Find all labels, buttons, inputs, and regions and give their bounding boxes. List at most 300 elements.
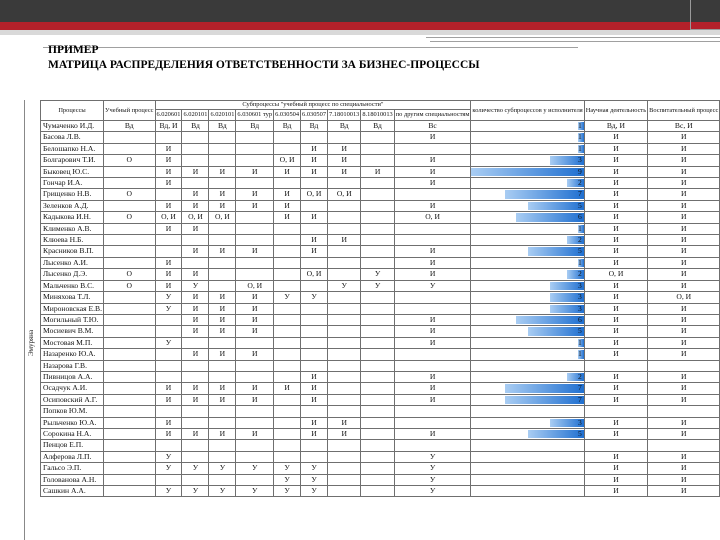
role-cell: И [301,155,328,166]
role-cell [274,417,301,428]
role-cell: И [155,383,182,394]
educational-cell: И [648,314,720,325]
role-cell [301,326,328,337]
role-cell [104,417,155,428]
subprocess-count-value: 1 [577,349,582,359]
table-row [41,463,720,474]
role-cell: И [155,280,182,291]
subprocess-count-value: 1 [577,121,582,130]
table-row [41,349,720,360]
role-cell [361,200,394,211]
subprocess-count-cell [471,223,584,234]
role-cell: И [236,200,274,211]
role-cell [274,451,301,462]
role-cell [361,371,394,382]
table-row [41,326,720,337]
role-cell [155,371,182,382]
role-cell [104,292,155,303]
role-cell: И [209,189,236,200]
role-cell: И [394,257,471,268]
subprocess-count-cell [471,326,584,337]
role-cell: И [155,166,182,177]
role-cell [236,212,274,223]
role-cell [209,155,236,166]
educational-cell: И [648,223,720,234]
educational-cell: И [648,486,720,497]
educational-cell: О, И [648,292,720,303]
role-cell [328,212,361,223]
role-cell [328,223,361,234]
subprocess-count-cell [471,463,584,474]
role-cell [361,189,394,200]
role-cell: И [394,326,471,337]
top-banner-dark [0,0,720,22]
educational-cell: И [648,337,720,348]
research-cell: И [584,246,647,257]
role-cell: И [394,394,471,405]
role-cell: У [182,280,209,291]
role-cell [274,394,301,405]
header-subprocess: по другим специальностям [394,110,471,121]
employee-name: Белошапко Н.А. [41,143,104,154]
role-cell [209,406,236,417]
research-cell: И [584,314,647,325]
role-cell [155,189,182,200]
role-cell: У [394,451,471,462]
research-cell: И [584,303,647,314]
role-cell: И [209,394,236,405]
educational-cell: И [648,235,720,246]
educational-cell: И [648,269,720,280]
subprocess-count-cell [471,303,584,314]
role-cell [155,132,182,143]
research-cell: И [584,417,647,428]
top-banner-red [0,22,720,30]
subprocess-count-value: 7 [577,394,582,404]
role-cell: У [274,486,301,497]
role-cell: И [394,178,471,189]
subprocess-count-bar [528,430,584,438]
subprocess-count-value: 2 [577,269,582,279]
role-cell: И [394,155,471,166]
role-cell [394,440,471,451]
table-row [41,246,720,257]
role-cell [274,178,301,189]
research-cell: И [584,212,647,223]
research-cell: И [584,326,647,337]
role-cell: И [182,292,209,303]
role-cell: И [301,166,328,177]
role-cell: У [301,486,328,497]
role-cell [236,132,274,143]
educational-cell: И [648,246,720,257]
educational-cell: И [648,417,720,428]
role-cell [361,463,394,474]
role-cell: О [104,269,155,280]
subprocess-count-cell [471,371,584,382]
research-cell: И [584,280,647,291]
employee-name: Лысенко А.И. [41,257,104,268]
role-cell [236,371,274,382]
role-cell [104,200,155,211]
employee-name: Мироновская Е.В. [41,303,104,314]
role-cell: И [236,428,274,439]
subprocess-count-cell [471,486,584,497]
subprocess-count-bar [505,384,584,392]
table-row [41,428,720,439]
role-cell [328,178,361,189]
role-cell [155,406,182,417]
role-cell [182,132,209,143]
role-cell [361,474,394,485]
side-label: Эмуряна [27,329,35,357]
role-cell [301,280,328,291]
role-cell: И [301,212,328,223]
role-cell [182,371,209,382]
role-cell: И [155,257,182,268]
role-cell: И [301,235,328,246]
role-cell [361,212,394,223]
subprocess-count-cell [471,143,584,154]
table-row [41,132,720,143]
role-cell [361,292,394,303]
role-cell [236,451,274,462]
role-cell [301,303,328,314]
table-row [41,280,720,291]
role-cell [104,166,155,177]
subprocess-count-cell [471,428,584,439]
role-cell [274,349,301,360]
role-cell [328,303,361,314]
role-cell: О, И [155,212,182,223]
slide-title-line2: МАТРИЦА РАСПРЕДЕЛЕНИЯ ОТВЕТСТВЕННОСТИ ЗА БИЗНЕС-ПРОЦЕССЫ [48,59,480,71]
role-cell: И [274,189,301,200]
employee-name: Быковец Ю.С. [41,166,104,177]
subprocess-count-bar [528,202,584,210]
role-cell: И [328,428,361,439]
role-cell: И [155,143,182,154]
educational-cell: И [648,189,720,200]
role-cell: У [274,463,301,474]
educational-cell: И [648,178,720,189]
research-cell: И [584,383,647,394]
role-cell: У [209,463,236,474]
role-cell [394,360,471,371]
role-cell: О [104,155,155,166]
subprocess-count-cell [471,349,584,360]
role-cell [104,314,155,325]
role-cell [301,360,328,371]
role-cell: И [236,383,274,394]
table-row [41,178,720,189]
role-cell: О, И [274,155,301,166]
subprocess-count-value: 3 [577,155,582,165]
role-cell [182,406,209,417]
research-cell: И [584,223,647,234]
role-cell: И [182,269,209,280]
role-cell [328,269,361,280]
role-cell [361,314,394,325]
employee-name: Кадыкова И.Н. [41,212,104,223]
role-cell [104,178,155,189]
header-research: Научная деятельность [584,101,647,121]
employee-name: Болгарович Т.И. [41,155,104,166]
role-cell: У [328,280,361,291]
subprocess-count-value: 1 [577,132,582,142]
role-cell: И [301,371,328,382]
role-cell [274,337,301,348]
role-cell: И [394,246,471,257]
role-cell [301,223,328,234]
role-cell [209,178,236,189]
employee-name: Красников В.П. [41,246,104,257]
role-cell [209,451,236,462]
role-cell [236,155,274,166]
header-subprocess: 6.020101 [209,110,236,121]
employee-name: Мосиевич В.М. [41,326,104,337]
table-row [41,212,720,223]
subprocess-count-value: 7 [577,189,582,199]
role-cell: У [155,337,182,348]
subprocess-count-cell [471,155,584,166]
role-cell [361,143,394,154]
role-cell [209,440,236,451]
employee-name: Гончар И.А. [41,178,104,189]
employee-name: Пивницов А.А. [41,371,104,382]
role-cell: И [209,166,236,177]
role-cell: У [155,463,182,474]
role-cell [301,314,328,325]
role-cell [328,406,361,417]
role-cell [328,292,361,303]
matrix-body [41,121,720,497]
decor-line [426,37,720,38]
role-cell: У [394,463,471,474]
role-cell [104,235,155,246]
role-cell: И [182,166,209,177]
subprocess-count-value: 2 [577,371,582,381]
header-processes: Процессы [41,101,104,121]
role-cell [182,451,209,462]
role-cell [301,257,328,268]
role-cell [361,223,394,234]
role-cell: И [394,269,471,280]
table-row [41,223,720,234]
header-subprocess: 6.030601 тур [236,110,274,121]
role-cell [274,280,301,291]
subprocess-count-value: 2 [577,178,582,188]
role-cell [182,143,209,154]
research-cell: И [584,349,647,360]
role-cell [301,178,328,189]
role-cell: У [155,303,182,314]
subprocess-count-value: 1 [577,257,582,267]
table-row [41,292,720,303]
role-cell: И [236,349,274,360]
role-cell: И [182,394,209,405]
role-cell: У [301,463,328,474]
employee-name: Лысенко Д.Э. [41,269,104,280]
role-cell [209,235,236,246]
role-cell: И [394,314,471,325]
role-cell [236,360,274,371]
role-cell [274,326,301,337]
subprocess-count-cell [471,337,584,348]
role-cell [361,337,394,348]
subprocess-count-cell [471,166,584,177]
educational-cell: И [648,428,720,439]
role-cell: И [209,383,236,394]
role-cell: О, И [394,212,471,223]
subprocess-count-cell [471,474,584,485]
role-cell [394,189,471,200]
role-cell [104,337,155,348]
role-cell: И [182,314,209,325]
header-subprocess: 6.030507 [301,110,328,121]
role-cell: И [301,428,328,439]
role-cell: Вд [104,121,155,132]
role-cell: У [209,486,236,497]
research-cell: И [584,143,647,154]
role-cell [274,223,301,234]
table-row [41,383,720,394]
role-cell [328,349,361,360]
subprocess-count-value: 3 [577,303,582,313]
role-cell [236,235,274,246]
role-cell [361,235,394,246]
role-cell: О, И [182,212,209,223]
subprocess-count-value: 1 [577,143,582,153]
role-cell: И [155,269,182,280]
role-cell: Вд [328,121,361,132]
header-executors-count: количество субпроцессов у исполнителя [471,101,584,121]
educational-cell: И [648,257,720,268]
role-cell: О, И [301,189,328,200]
subprocess-count-cell [471,246,584,257]
role-cell: У [394,474,471,485]
role-cell [104,428,155,439]
role-cell: И [182,200,209,211]
role-cell: И [328,166,361,177]
role-cell: И [328,143,361,154]
educational-cell: И [648,303,720,314]
role-cell: Вд [182,121,209,132]
role-cell [361,246,394,257]
role-cell [209,132,236,143]
educational-cell: И [648,280,720,291]
role-cell [104,383,155,394]
role-cell [328,451,361,462]
subprocess-count-cell [471,269,584,280]
role-cell [328,246,361,257]
role-cell: И [155,200,182,211]
educational-cell: И [648,349,720,360]
role-cell: У [182,486,209,497]
responsibility-matrix [40,100,720,497]
role-cell: И [209,428,236,439]
role-cell [274,406,301,417]
subprocess-count-bar [528,247,584,255]
role-cell [301,349,328,360]
role-cell: У [182,463,209,474]
research-cell: И [584,371,647,382]
subprocess-count-cell [471,394,584,405]
table-row [41,200,720,211]
slide-title-line1: ПРИМЕР [48,44,99,56]
role-cell: И [182,246,209,257]
role-cell [104,360,155,371]
table-row [41,121,720,132]
decor-line [585,41,720,42]
role-cell: У [361,280,394,291]
role-cell: У [155,486,182,497]
role-cell [301,132,328,143]
subprocess-count-bar [528,327,584,335]
role-cell [361,406,394,417]
subprocess-count-bar [471,168,583,176]
role-cell: У [236,463,274,474]
header-subprocess-group: Субпроцессы "учебный процесс по специальности" [155,101,471,110]
role-cell: И [236,314,274,325]
role-cell [361,360,394,371]
role-cell: И [155,223,182,234]
role-cell: Вд [361,121,394,132]
role-cell [328,486,361,497]
role-cell: Вд, И [155,121,182,132]
role-cell: И [155,428,182,439]
role-cell: У [274,292,301,303]
role-cell: И [328,155,361,166]
research-cell [584,406,647,417]
role-cell: И [394,132,471,143]
educational-cell [648,360,720,371]
role-cell [209,257,236,268]
role-cell: О, И [328,189,361,200]
role-cell: И [236,326,274,337]
role-cell [104,349,155,360]
role-cell [236,257,274,268]
employee-name: Алферова Л.П. [41,451,104,462]
role-cell [104,132,155,143]
role-cell [209,280,236,291]
table-row [41,143,720,154]
role-cell [328,326,361,337]
role-cell: О [104,280,155,291]
employee-name: Осадчук А.И. [41,383,104,394]
role-cell [236,406,274,417]
table-row [41,235,720,246]
role-cell: И [274,383,301,394]
role-cell [361,394,394,405]
role-cell: Вс [394,121,471,132]
role-cell: И [394,337,471,348]
employee-name: Басова Л.В. [41,132,104,143]
role-cell: У [236,486,274,497]
role-cell [182,235,209,246]
subprocess-count-cell [471,178,584,189]
role-cell [104,463,155,474]
role-cell [328,394,361,405]
employee-name: Мостовая М.П. [41,337,104,348]
role-cell [361,383,394,394]
role-cell: И [236,394,274,405]
research-cell: И [584,189,647,200]
role-cell [274,440,301,451]
header-subprocess: 6.020601 [155,110,182,121]
employee-name: Сорокина Н.А. [41,428,104,439]
role-cell: У [394,486,471,497]
employee-name: Голованова А.Н. [41,474,104,485]
